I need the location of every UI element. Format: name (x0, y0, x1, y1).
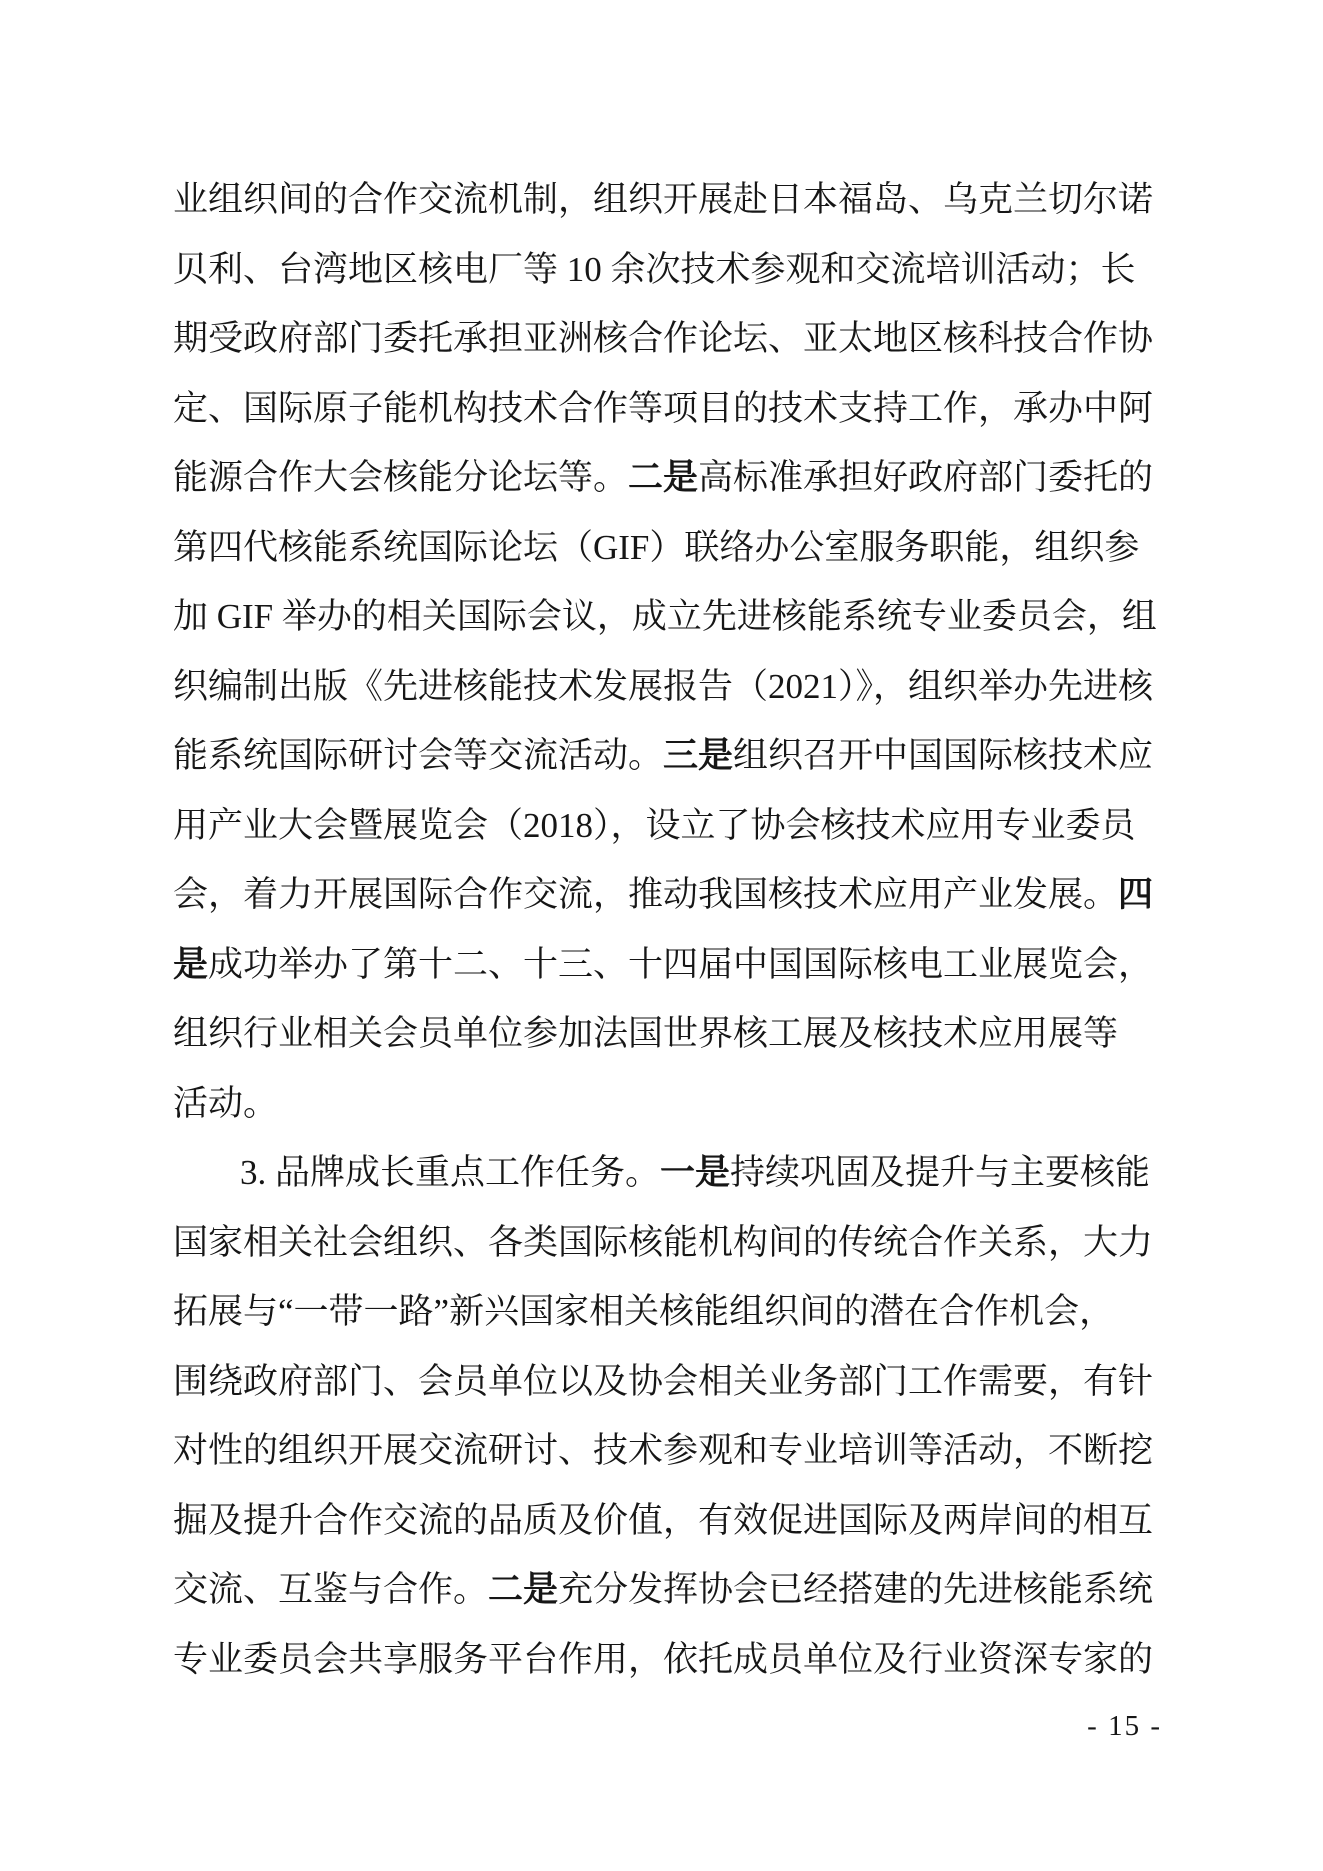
text-run: 能系统国际研讨会等交流活动。 (173, 736, 664, 775)
text-line (173, 235, 1153, 305)
text-run: 充分发挥协会已经搭建的先进核能系统 (558, 1570, 1154, 1609)
text-line (173, 1277, 1153, 1347)
bold-text-run: 四 (1118, 875, 1154, 914)
bold-text-run: 是 (173, 944, 209, 984)
text-line (173, 1138, 1153, 1208)
text-line (173, 374, 1153, 444)
text-line (173, 1347, 1153, 1417)
text-line (173, 791, 1153, 861)
text-line (173, 513, 1153, 583)
text-line (173, 443, 1153, 513)
document-body (173, 165, 1157, 1694)
text-line (173, 1555, 1153, 1625)
text-run: 围绕政府部门、会员单位以及协会相关业务部门工作需要，有针 (173, 1361, 1154, 1401)
bold-text-run: 二是 (488, 1570, 559, 1609)
text-run: 专业委员会共享服务平台作用，依托成员单位及行业资深专家的 (173, 1639, 1154, 1679)
text-line (173, 1625, 1153, 1695)
text-run: 成功举办了第十二、十三、十四届中国国际核电工业展览会， (208, 944, 1154, 984)
text-run: 第四代核能系统国际论坛（GIF）联络办公室服务职能，组织参 (173, 527, 1140, 567)
text-line (173, 999, 1153, 1069)
text-run: 织编制出版《先进核能技术发展报告（2021）》，组织举办先进核 (173, 666, 1154, 706)
text-run: 贝利、台湾地区核电厂等 10 余次技术参观和交流培训活动；长 (173, 249, 1136, 289)
text-run: 会，着力开展国际合作交流，推动我国核技术应用产业发展。 (173, 875, 1119, 914)
bold-text-run: 三是 (663, 736, 734, 775)
text-run: 业组织间的合作交流机制，组织开展赴日本福岛、乌克兰切尔诺 (173, 180, 1154, 219)
text-line (173, 165, 1153, 235)
text-run: 国家相关社会组织、各类国际核能机构间的传统合作关系，大力 (173, 1222, 1154, 1262)
text-line (173, 1069, 1153, 1139)
text-run: 3. 品牌成长重点工作任务。 (240, 1153, 661, 1192)
text-run: 期受政府部门委托承担亚洲核合作论坛、亚太地区核科技合作协 (173, 319, 1154, 358)
text-run: 组织召开中国国际核技术应 (733, 736, 1154, 775)
text-line (173, 1486, 1153, 1556)
text-run: 交流、互鉴与合作。 (173, 1570, 489, 1609)
bold-text-run: 一是 (660, 1153, 731, 1192)
page-number: - 15 - (1087, 1710, 1162, 1742)
text-run: 用产业大会暨展览会（2018），设立了协会核技术应用专业委员 (173, 805, 1136, 845)
text-run: 组织行业相关会员单位参加法国世界核工展及核技术应用展等 (173, 1014, 1119, 1053)
text-run: 高标准承担好政府部门委托的 (698, 458, 1154, 497)
text-run: 能源合作大会核能分论坛等。 (173, 458, 629, 497)
text-run: 加 GIF 举办的相关国际会议，成立先进核能系统专业委员会，组 (173, 597, 1157, 636)
text-line (173, 304, 1153, 374)
text-run: 掘及提升合作交流的品质及价值，有效促进国际及两岸间的相互 (173, 1500, 1154, 1540)
text-line (173, 1208, 1153, 1278)
text-run: 持续巩固及提升与主要核能 (730, 1153, 1151, 1192)
text-run: 活动。 (173, 1083, 279, 1123)
text-run: 拓展与“一带一路”新兴国家相关核能组织间的潜在合作机会， (173, 1292, 1115, 1331)
text-line (173, 721, 1153, 791)
text-line (173, 930, 1153, 1000)
bold-text-run: 二是 (628, 458, 699, 497)
text-line (173, 1416, 1153, 1486)
text-run: 对性的组织开展交流研讨、技术参观和专业培训等活动，不断挖 (173, 1431, 1154, 1470)
text-line (173, 582, 1157, 652)
text-line (173, 860, 1153, 930)
text-line (173, 652, 1153, 722)
text-run: 定、国际原子能机构技术合作等项目的技术支持工作，承办中阿 (173, 388, 1154, 428)
